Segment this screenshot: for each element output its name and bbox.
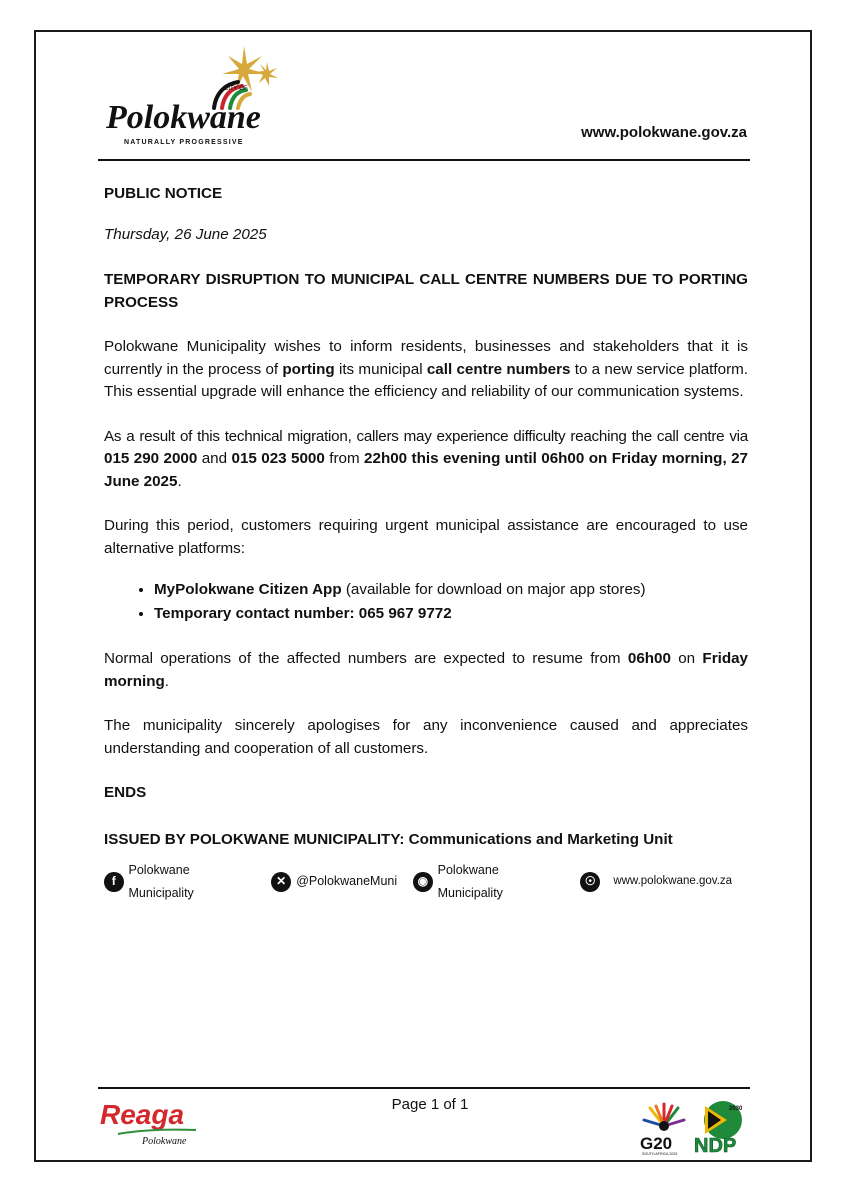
- facebook-link[interactable]: f Polokwane Municipality: [104, 859, 255, 904]
- alternative-platforms-list: [104, 578, 748, 626]
- notice-date: Thursday, 26 June 2025: [104, 225, 267, 243]
- reaga-title: Reaga: [100, 1099, 185, 1130]
- x-icon: ✕: [271, 872, 291, 892]
- header-website: www.polokwane.gov.za: [581, 124, 747, 141]
- web-link[interactable]: ☉ www.polokwane.gov.za: [580, 870, 732, 893]
- header-divider: [98, 159, 750, 161]
- ends-label: ENDS: [104, 784, 147, 801]
- list-item: • MyPolokwane Citizen App (available for download on major app stores): [154, 578, 748, 602]
- page-number: Page 1 of 1: [391, 1096, 469, 1113]
- logo-city-of: CITY OF: [224, 86, 248, 92]
- instagram-link[interactable]: ◉ Polokwane Municipality: [413, 859, 564, 904]
- reaga-subtitle: Polokwane: [142, 1136, 187, 1147]
- g20-logo: [636, 1098, 692, 1156]
- paragraph-apology: The municipality sincerely apologises for any inconvenience caused and appreciates understanding and cooperation of all customers.: [104, 717, 748, 757]
- issued-by: ISSUED BY POLOKWANE MUNICIPALITY: Communications and Marketing Unit: [104, 830, 673, 848]
- list-item: • Temporary contact number: 065 967 9772: [154, 602, 748, 626]
- polokwane-logo: [102, 44, 292, 154]
- paragraph-porting: Polokwane Municipality wishes to inform residents, businesses and stakeholders that it is currently in the process of porting its municipal call centre numbers to a new service platform. This essential upgrade will enhance the efficiency and reliability of our communication systems.: [104, 338, 748, 400]
- logo-name: Polokwane: [106, 99, 261, 136]
- notice-body: [104, 183, 748, 904]
- ndp-year: 2030: [729, 1106, 743, 1112]
- ndp-text: NDP: [694, 1135, 737, 1156]
- ndp-logo: [693, 1098, 749, 1156]
- social-links: [104, 859, 748, 904]
- facebook-icon: f: [104, 872, 124, 892]
- g20-text: G20: [640, 1134, 673, 1153]
- footer-divider: [98, 1087, 750, 1089]
- paragraph-disruption: As a result of this technical migration, callers may experience difficulty reaching the call centre via 015 290 2000 and 015 023 5000 from 22h00 this evening until 06h00 on Friday morning, 27 June 2025.: [104, 427, 748, 490]
- paragraph-resume: Normal operations of the affected numbers are expected to resume from 06h00 on Friday morning.: [104, 650, 748, 690]
- globe-icon: ☉: [580, 872, 600, 892]
- notice-headline: TEMPORARY DISRUPTION TO MUNICIPAL CALL CENTRE NUMBERS DUE TO PORTING PROCESS: [104, 271, 748, 311]
- notice-label: PUBLIC NOTICE: [104, 185, 223, 202]
- paragraph-alternatives: During this period, customers requiring urgent municipal assistance are encouraged to use alternative platforms:: [104, 517, 748, 557]
- instagram-icon: ◉: [413, 872, 433, 892]
- logo-tagline: NATURALLY PROGRESSIVE: [124, 139, 244, 146]
- reaga-logo: [100, 1096, 210, 1148]
- x-link[interactable]: ✕ @PolokwaneMuni: [271, 870, 397, 893]
- g20-subtitle: SOUTH AFRICA 2025: [642, 1152, 678, 1156]
